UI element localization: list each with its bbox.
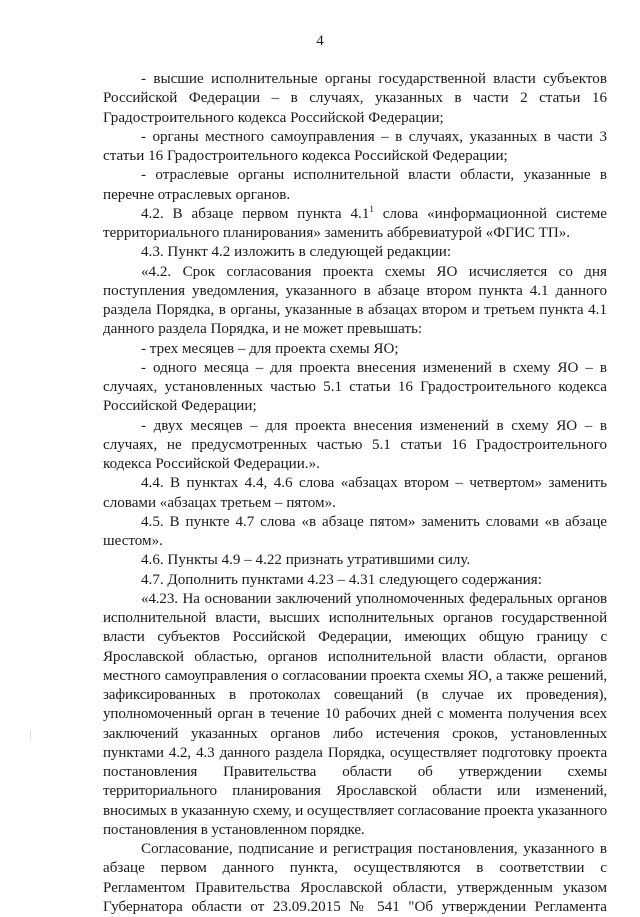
paragraph: 4.5. В пункте 4.7 слова «в абзаце пятом» заменить словами «в абзаце шестом». (103, 513, 607, 549)
footnote-superscript: 1 (369, 203, 374, 214)
paragraph: Согласование, подписание и регистрация постановления, указанного в абзаце первом данного пункта, осуществляются в соответствии с Регламентом Правительства Ярославской области, утвержденным указом Губернатора области от 23.09.2015 № 541 "Об утверждении Регламента (103, 841, 607, 915)
paragraph: - высшие исполнительные органы государственной власти субъектов Российской Федерации – в случаях, указанных в части 2 статьи 16 Градостроительного кодекса Российской Федерации; (103, 71, 607, 126)
paragraph: 4.7. Дополнить пунктами 4.23 – 4.31 следующего содержания: (141, 571, 542, 588)
page-number: 4 (316, 33, 324, 49)
paragraph: 4.4. В пунктах 4.4, 4.6 слова «абзацах втором – четвертом» заменить словами «абзацах третьем – пятом». (103, 475, 607, 511)
paragraph: «4.2. Срок согласования проекта схемы ЯО исчисляется со дня поступления уведомления, указанного в абзаце втором пункта 4.1 данного раздела Порядка, в органы, указанные в абзацах втором и третьем пункта 4.1 данного раздела Порядка, и не может превышать: (103, 263, 607, 338)
paragraph: - отраслевые органы исполнительной власти области, указанные в перечне отраслевых органов. (103, 167, 607, 203)
paragraph: 4.3. Пункт 4.2 изложить в следующей редакции: (141, 244, 452, 261)
paragraph (103, 205, 607, 244)
paragraph-text: слова «информационной системе территориального планирования» заменить аббревиатурой «ФГИС ТП». (103, 205, 608, 241)
paragraph: 4.6. Пункты 4.9 – 4.22 признать утратившими силу. (141, 552, 471, 569)
document-body (103, 70, 607, 917)
paragraph-text: 4.2. В абзаце первом пункта 4.1 (141, 205, 370, 222)
scan-mark (30, 730, 31, 740)
paragraph: - органы местного самоуправления – в случаях, указанных в части 3 статьи 16 Градостроительного кодекса Российской Федерации; (103, 128, 607, 164)
paragraph: «4.23. На основании заключений уполномоченных федеральных органов исполнительной власти, высших исполнительных органов государственной власти субъектов Российской Федерации, имеющих общую границу с Ярославской областью, органов исполнительной власти области, органов местного самоуправления о согласовании проекта схемы ЯО, а также решений, зафиксированных в протоколах совещаний (в случае их проведения), уполномоченный орган в течение 10 рабочих дней с момента получения всех заключений указанных органов либо истечения сроков, установленных пунктами 4.2, 4.3 данного раздела Порядка, осуществляет подготовку проекта постановления Правительства области об утверждении схемы территориального планирования Ярославской области или изменений, вносимых в указанную схему, и осуществляет согласование проекта указанного постановления в установленном порядке. (103, 590, 607, 838)
paragraph: - одного месяца – для проекта внесения изменений в схему ЯО – в случаях, установленных частью 5.1 статьи 16 Градостроительного кодекса Российской Федерации; (103, 359, 607, 415)
paragraph: - трех месяцев – для проекта схемы ЯО; (141, 340, 399, 357)
paragraph: - двух месяцев – для проекта внесения изменений в схему ЯО – в случаях, не предусмотренных частью 5.1 статьи 16 Градостроительного кодекса Российской Федерации.». (103, 417, 607, 472)
